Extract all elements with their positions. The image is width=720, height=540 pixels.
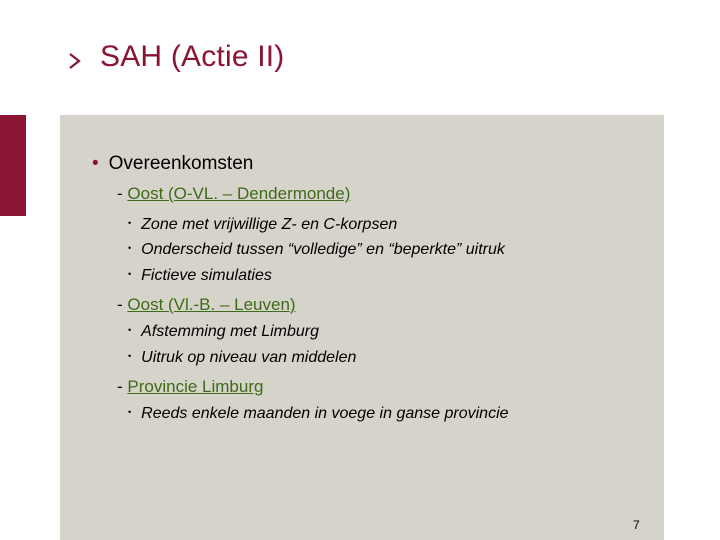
group-label-link[interactable]: Oost (O-VL. – Dendermonde) — [127, 184, 351, 203]
bullet-dot-icon: • — [128, 269, 132, 279]
accent-bar — [0, 115, 26, 216]
list-item-text: Reeds enkele maanden in voege in ganse provincie — [141, 405, 509, 422]
list-item-text: Onderscheid tussen “volledige” en “beperkte” uitruk — [141, 241, 505, 258]
list-item — [128, 216, 397, 234]
slide-title: SAH (Actie II) — [100, 40, 285, 73]
list-item — [128, 405, 509, 423]
page-number: 7 — [633, 518, 640, 532]
group-dash: - — [117, 377, 128, 396]
bullet-dot-icon: • — [128, 407, 132, 417]
group-label-link[interactable]: Provincie Limburg — [127, 377, 264, 396]
bullet-dot-icon: • — [128, 351, 132, 361]
group-oost-dendermonde — [117, 184, 350, 204]
list-item-text: Zone met vrijwillige Z- en C-korpsen — [141, 216, 398, 233]
list-item-text: Afstemming met Limburg — [141, 323, 319, 340]
list-item — [128, 349, 356, 367]
list-item-text: Fictieve simulaties — [141, 267, 272, 284]
list-item — [128, 241, 505, 259]
bullet-dot-icon: • — [128, 325, 132, 335]
title-arrow-icon — [68, 52, 82, 70]
bullet-dot-icon: • — [128, 243, 132, 253]
list-item — [128, 323, 319, 341]
group-label-link[interactable]: Oost (Vl.-B. – Leuven) — [127, 295, 296, 314]
bullet-dot-icon: • — [128, 218, 132, 228]
heading — [92, 153, 253, 175]
group-dash: - — [117, 184, 128, 203]
group-provincie-limburg — [117, 377, 263, 397]
list-item — [128, 267, 272, 285]
bullet-dot-icon: • — [92, 153, 99, 174]
heading-text: Overeenkomsten — [108, 153, 254, 174]
content-panel — [60, 115, 664, 540]
group-oost-leuven — [117, 295, 296, 315]
group-dash: - — [117, 295, 128, 314]
list-item-text: Uitruk op niveau van middelen — [141, 349, 357, 366]
